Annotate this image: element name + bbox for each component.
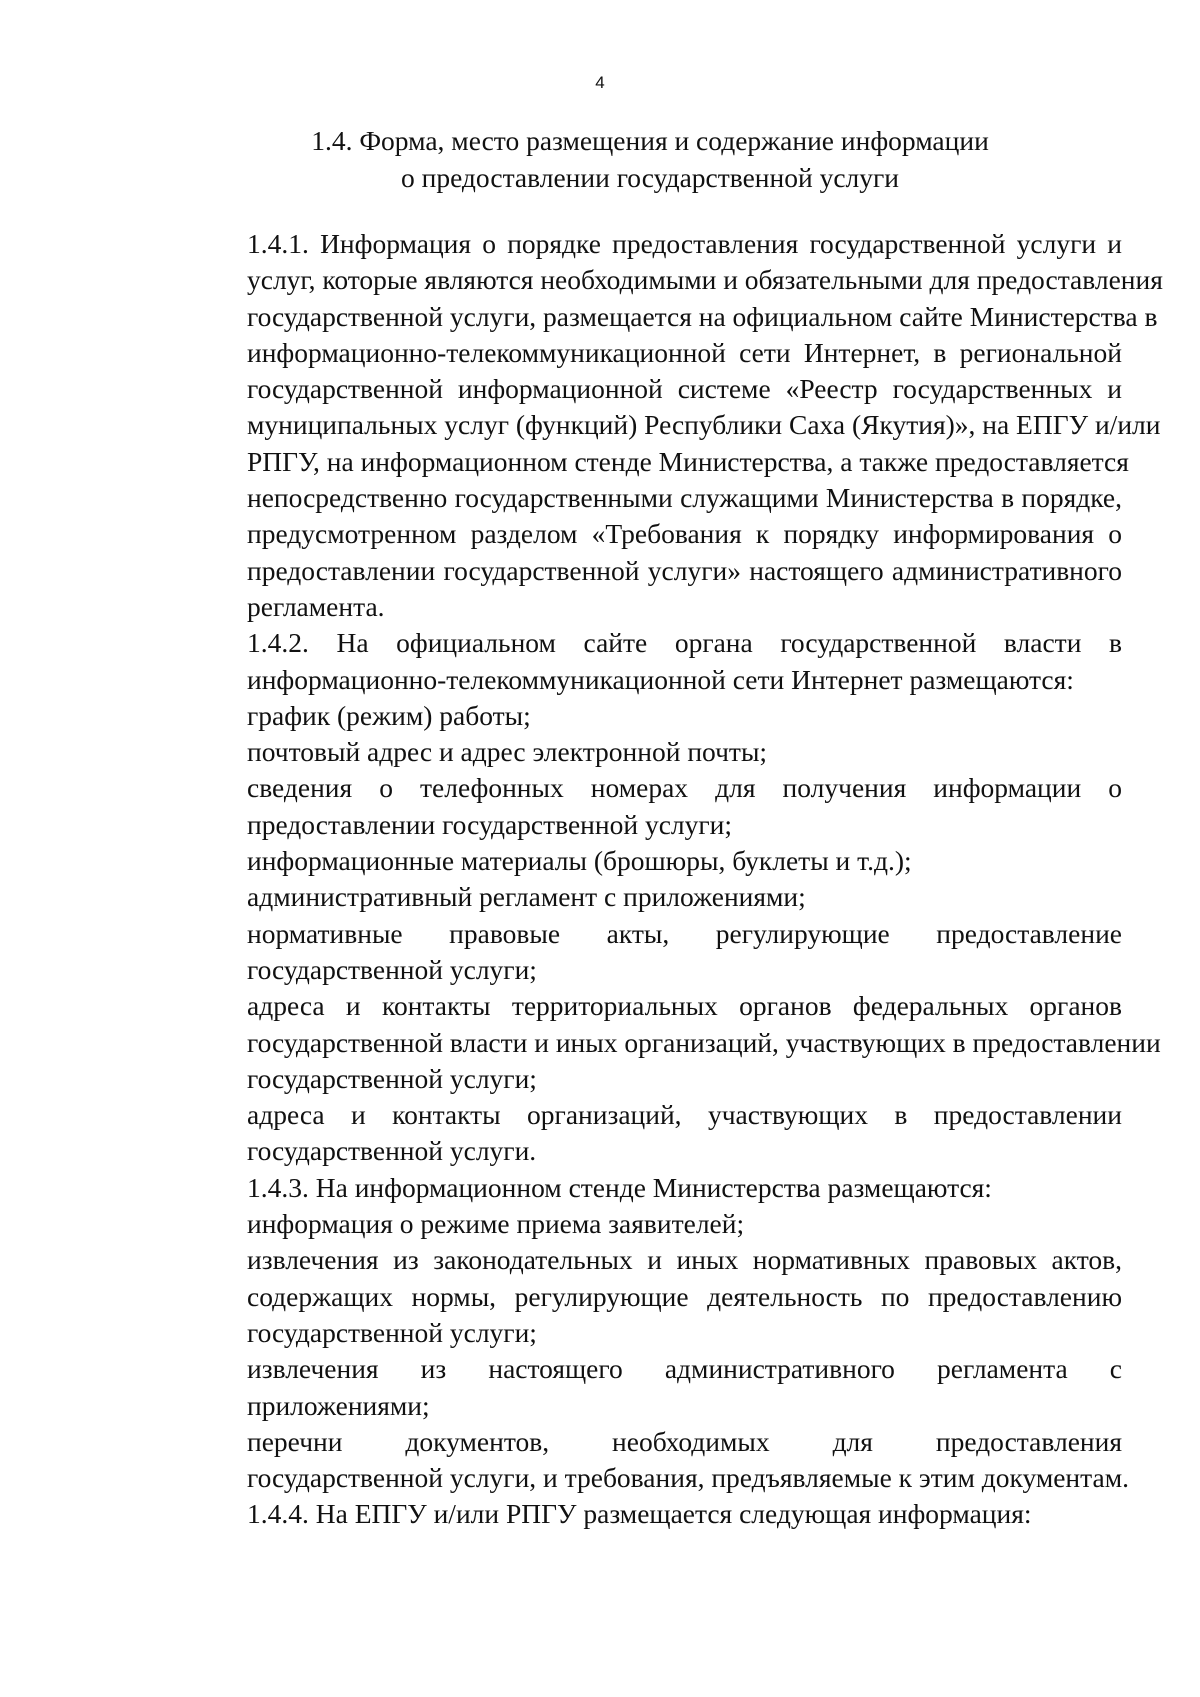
list-item [175, 879, 1122, 915]
text-line: предусмотренном разделом «Требования к порядку информирования о [247, 518, 1122, 550]
text-line: адреса и контакты организаций, участвующих в предоставлении [247, 1099, 1122, 1131]
text-line: РПГУ, на информационном стенде Министерства, а также предоставляется [247, 445, 1129, 477]
text-line: регламента. [247, 590, 385, 622]
body-text [175, 226, 1163, 1533]
list-item [175, 770, 1122, 843]
text-line: 1.4.1. Информация о порядке предоставления государственной услуги и [247, 228, 1122, 259]
text-line: муниципальных услуг (функций) Республики Саха (Якутия)», на ЕПГУ и/или [247, 409, 1161, 441]
text-line: государственной услуги. [247, 1135, 537, 1167]
text-line: государственной услуги, и требования, предъявляемые к этим документам. [247, 1462, 1129, 1494]
para-1-4-4 [175, 1496, 1122, 1532]
para-1-4-1 [175, 226, 1163, 625]
section-title-line: о предоставлении государственной услуги [401, 162, 899, 193]
text-line: предоставлении государственной услуги; [247, 808, 733, 840]
text-line: график (режим) работы; [247, 699, 531, 731]
text-line: административный регламент с приложениями; [247, 881, 806, 913]
text-line: информационно-телекоммуникационной сети Интернет размещаются: [247, 663, 1074, 695]
list-item [175, 734, 1122, 770]
text-line: услуг, которые являются необходимыми и обязательными для предоставления [247, 264, 1163, 296]
list-item [175, 1351, 1122, 1424]
text-line: предоставлении государственной услуги» настоящего административного [247, 554, 1122, 586]
list-item [175, 698, 1122, 734]
text-line: сведения о телефонных номерах для получения информации о [247, 772, 1122, 804]
list-item [175, 1242, 1122, 1351]
text-line: почтовый адрес и адрес электронной почты; [247, 736, 768, 768]
text-line: государственной услуги, размещается на официальном сайте Министерства в [247, 300, 1158, 332]
list-item [175, 1206, 1122, 1242]
list-item [175, 916, 1122, 989]
list-item [175, 1424, 1129, 1497]
text-line: нормативные правовые акты, регулирующие предоставление [247, 917, 1122, 949]
list-item [175, 1097, 1122, 1170]
text-line: информация о режиме приема заявителей; [247, 1208, 745, 1240]
para-1-4-3 [175, 1170, 1122, 1206]
text-line: 1.4.2. На официальном сайте органа государственной власти в [247, 627, 1122, 659]
para-1-4-2 [175, 625, 1122, 698]
text-line: 1.4.3. На информационном стенде Министерства размещаются: [247, 1171, 992, 1203]
text-line: извлечения из законодательных и иных нормативных правовых актов, [247, 1244, 1122, 1276]
text-line: 1.4.4. На ЕПГУ и/или РПГУ размещается следующая информация: [247, 1498, 1032, 1530]
text-line: извлечения из настоящего административного регламента с [247, 1353, 1122, 1385]
text-line: адреса и контакты территориальных органов федеральных органов [247, 990, 1122, 1022]
text-line: содержащих нормы, регулирующие деятельность по предоставлению [247, 1280, 1122, 1312]
text-line: информационные материалы (брошюры, буклеты и т.д.); [247, 845, 912, 877]
text-line: непосредственно государственными служащими Министерства в порядке, [247, 482, 1122, 514]
text-line: государственной услуги; [247, 953, 537, 985]
text-line: государственной услуги; [247, 1316, 537, 1348]
text-line: государственной власти и иных организаций, участвующих в предоставлении [247, 1026, 1161, 1058]
section-title-line: 1.4. Форма, место размещения и содержание информации [311, 125, 989, 156]
list-item [175, 843, 1122, 879]
section-title [180, 122, 1120, 196]
page-number: 4 [595, 73, 605, 92]
text-line: государственной услуги; [247, 1062, 537, 1094]
text-line: государственной информационной системе «Реестр государственных и [247, 373, 1122, 405]
list-item [175, 988, 1161, 1097]
text-line: информационно-телекоммуникационной сети Интернет, в региональной [247, 336, 1122, 368]
text-line: приложениями; [247, 1389, 430, 1421]
text-line: перечни документов, необходимых для предоставления [247, 1425, 1122, 1457]
